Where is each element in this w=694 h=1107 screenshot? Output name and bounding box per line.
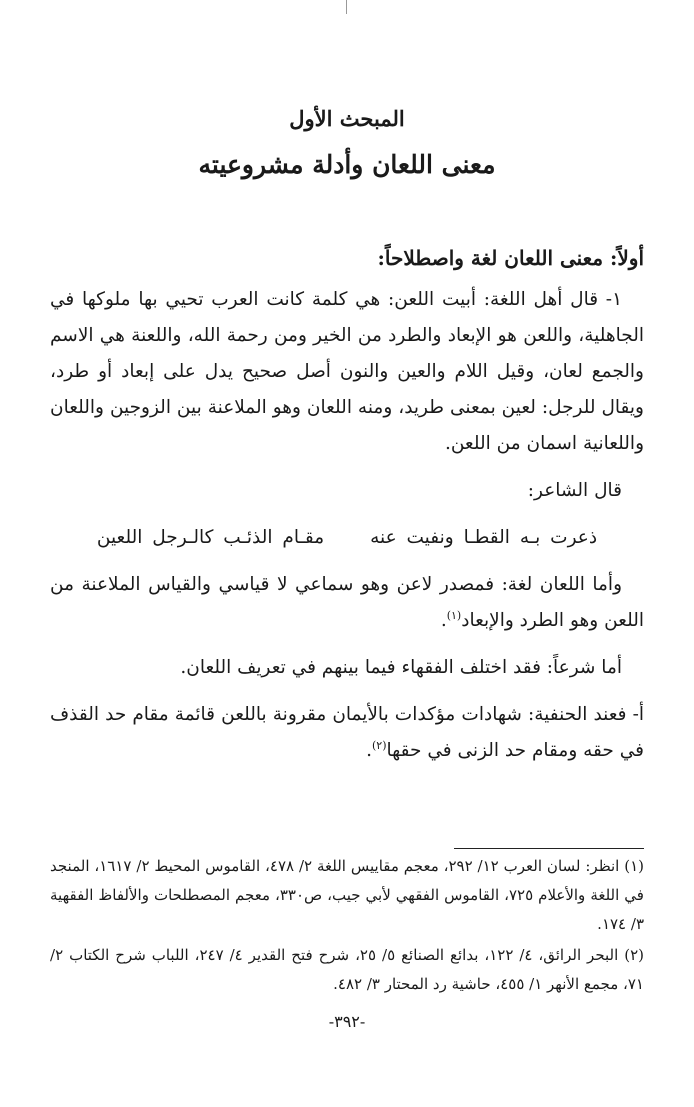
footnotes: [50, 852, 644, 1001]
footnote-ref-1[interactable]: (١): [446, 608, 462, 622]
binding-mark: [346, 0, 347, 14]
paragraph-legal-meaning: أما شرعاً: فقد اختلف الفقهاء فيما بينهم في تعريف اللعان.: [180, 657, 622, 678]
paragraph-hanafi-text: أ- فعند الحنفية: شهادات مؤكدات بالأيمان مقرونة باللعن قائمة مقام حد القذف في حقه ومقام حد الزنى في حقها: [50, 704, 644, 761]
footnote-divider: [454, 848, 644, 849]
footnote-ref-2[interactable]: (٢): [372, 738, 387, 752]
paragraph-end-mark: .: [440, 610, 447, 631]
poem-verse: [50, 520, 644, 556]
section-title: معنى اللعان وأدلة مشروعيته: [198, 150, 496, 179]
paragraph-end-mark: .: [366, 740, 372, 761]
subheading: أولاً: معنى اللعان لغة واصطلاحاً:: [377, 246, 644, 270]
paragraph-linguistic-meaning: ١- قال أهل اللغة: أبيت اللعن: هي كلمة كانت العرب تحيي بها ملوكها في الجاهلية، واللعن هو الإبعاد والطرد من الخير ومن رحمة الله، واللعنة هي الاسم والجمع لعان، وقيل اللام والعين والنون أصل صحيح يدل على إبعاد أو طرد، ويقال للرجل: لعين بمعنى طريد، ومنه اللعان وهو الملاعنة بين الزوجين واللعان واللعانية اسمان من اللعن.: [50, 289, 644, 454]
verse-first-hemistich: ذعرت بـه القطـا ونفيت عنه: [370, 527, 598, 548]
section-label: المبحث الأول: [289, 106, 405, 131]
footnote-1: (١) انظر: لسان العرب ١٢/ ٢٩٢، معجم مقاييس اللغة ٢/ ٤٧٨، القاموس المحيط ٢/ ١٦١٧، المنجد في اللغة والأعلام ٧٢٥، القاموس الفقهي لأبي جيب، ص٣٣٠، معجم المصطلحات والألفاظ الفقهية ٣/ ١٧٤.: [50, 857, 645, 933]
footnote-2: (٢) البحر الرائق، ٤/ ١٢٢، بدائع الصنائع ٥/ ٢٥، شرح فتح القدير ٤/ ٢٤٧، اللباب شرح الكتاب ٢/ ٧١، مجمع الأنهر ١/ ٤٥٥، حاشية رد المحتار ٣/ ٤٨٢.: [50, 946, 645, 993]
main-text: [50, 240, 644, 780]
paragraph-lian-linguistic: [50, 567, 644, 639]
paragraph-hanafi-definition: [50, 697, 644, 769]
page-number: -٣٩٢-: [328, 1012, 366, 1031]
paragraph-lian-linguistic-text: وأما اللعان لغة: فمصدر لاعن وهو سماعي لا قياسي والقياس الملاعنة من اللعن وهو الطرد والإبعاد: [50, 574, 644, 631]
poet-intro: قال الشاعر:: [527, 480, 622, 501]
verse-second-hemistich: مقـام الذئـب كالـرجل اللعين: [96, 527, 325, 548]
